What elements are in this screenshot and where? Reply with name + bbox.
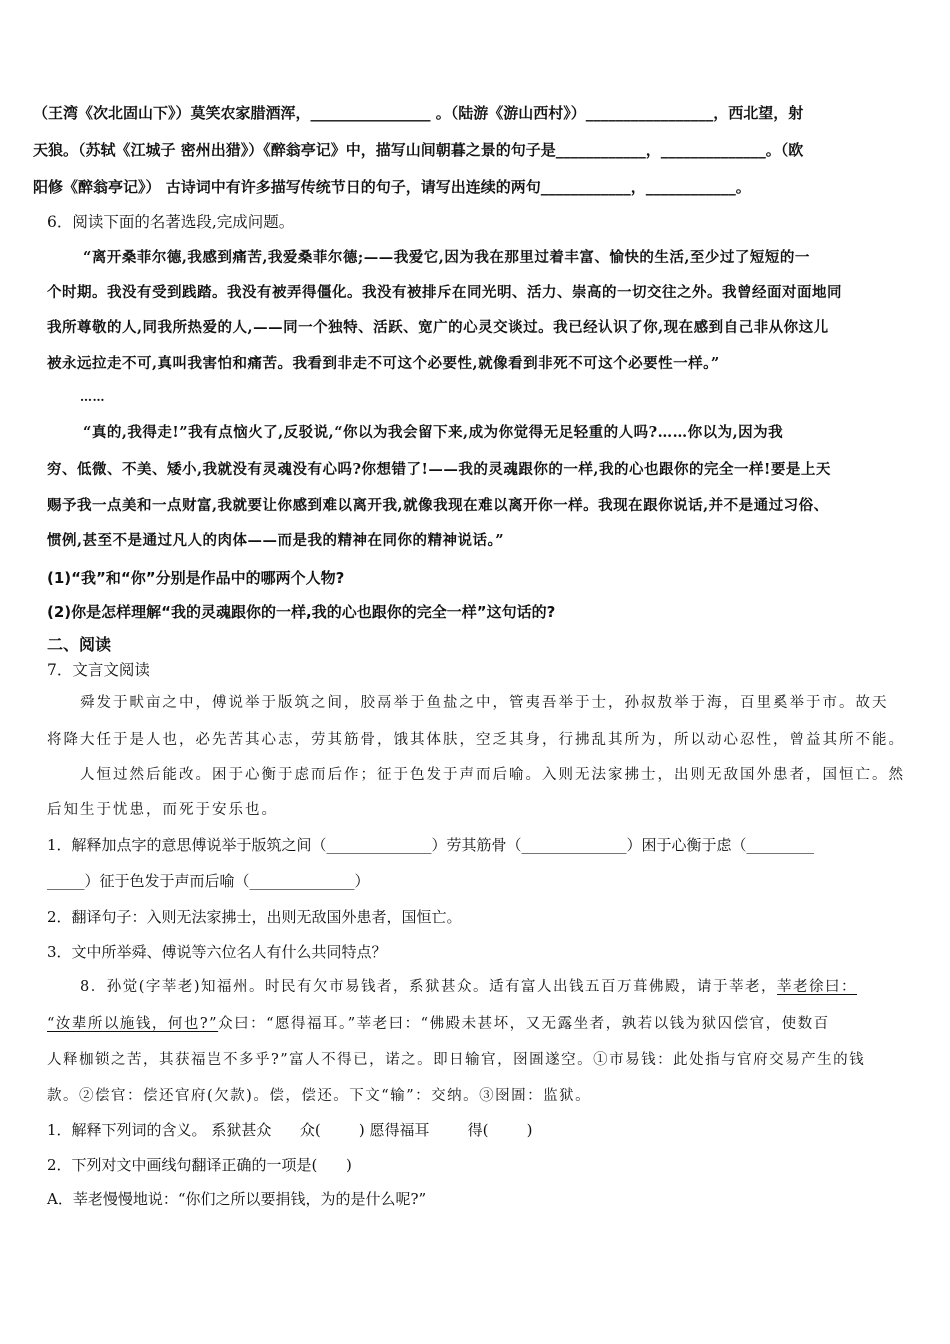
q6-passage1-line: “离开桑菲尔德,我感到痛苦,我爱桑菲尔德;——我爱它,因为我在那里过着丰富、愉快的生活,至少过了短短的一 xyxy=(83,249,810,266)
q8-option-a: A．莘老慢慢地说：“你们之所以要捐钱，为的是什么呢?” xyxy=(47,1190,427,1208)
q7-passage-line: 将降大任于是人也，必先苦其心志，劳其筋骨，饿其体肤，空乏其身，行拂乱其所为，所以动心忍性，曾益其所不能。 xyxy=(47,732,905,748)
q6-passage2-line: 赐予我一点美和一点财富,我就要让你感到难以离开我,就像我现在难以离开你一样。我现在跟你说话,并不是通过习俗、 xyxy=(47,497,829,514)
q6-passage2-line: 惯例,甚至不是通过凡人的肉体——而是我的精神在同你的精神说话。” xyxy=(47,532,505,549)
q5-line-1: （王湾《次北固山下》）莫笑农家腊酒浑，________________ 。（陆游《游山西村》）_________________，西北望，射 xyxy=(33,104,804,122)
q6-passage1-line: 我所尊敬的人,同我所热爱的人,——同一个独特、活跃、宽广的心灵交谈过。我已经认识了你,现在感到自己非从你这儿 xyxy=(47,319,829,336)
q8-underlined-sentence: “汝辈所以施钱，何也?” xyxy=(47,1016,219,1032)
q6-passage1-line: 被永远拉走不可,真叫我害怕和痛苦。我看到非走不可这个必要性,就像看到非死不可这个必要性一样。” xyxy=(47,355,720,372)
q7-passage-line: 后知生于忧患，而死于安乐也。 xyxy=(47,802,278,818)
q5-line-3: 阳修《醉翁亭记》） 古诗词中有许多描写传统节日的句子，请写出连续的两句____________，____________。 xyxy=(33,178,751,196)
q6-passage2-line: “真的,我得走!”我有点恼火了,反驳说,“你以为我会留下来,成为你觉得无足轻重的人吗?……你以为,因为我 xyxy=(83,424,784,441)
q7-passage-line: 人恒过然后能改。困于心衡于虑而后作；征于色发于声而后喻。入则无法家拂士，出则无敌国外患者，国恒亡。然 xyxy=(80,767,905,783)
q6-passage1-line: 个时期。我没有受到践踏。我没有被弄得僵化。我没有被排斥在同光明、活力、崇高的一切交往之外。我曾经面对面地同 xyxy=(47,284,842,301)
q6-passage2-line: 穷、低微、不美、矮小,我就没有灵魂没有心吗?你想错了!——我的灵魂跟你的一样,我的心也跟你的完全一样!要是上天 xyxy=(47,461,831,478)
q8-text: 8．孙觉(字莘老)知福州。时民有欠市易钱者，系狱甚众。适有富人出钱五百万葺佛殿，请于莘老， xyxy=(80,979,778,995)
q8-question-1: 1．解释下列词的含义。 系狱甚众 众( ) 愿得福耳 得( ) xyxy=(47,1121,533,1139)
q8-passage-line-2 xyxy=(47,1014,830,1034)
q6-title: 6．阅读下面的名著选段,完成问题。 xyxy=(47,213,295,231)
q6-question-1: (1)“我”和“你”分别是作品中的哪两个人物? xyxy=(47,569,345,587)
q8-question-2: 2．下列对文中画线句翻译正确的一项是( ) xyxy=(47,1156,352,1174)
q5-line-2: 天狼。（苏轼《江城子 密州出猎》）《醉翁亭记》中，描写山间朝暮之景的句子是____________，______________。（欧 xyxy=(33,141,804,159)
q6-question-2: (2)你是怎样理解“我的灵魂跟你的一样,我的心也跟你的完全一样”这句话的? xyxy=(47,603,556,621)
q8-text: 众曰：“愿得福耳。”莘老曰：“佛殿未甚坏，又无露坐者，孰若以钱为狱囚偿官，使数百 xyxy=(218,1016,830,1032)
q6-ellipsis: …… xyxy=(80,390,105,404)
q7-title: 7．文言文阅读 xyxy=(47,661,150,679)
q8-passage-line-3: 人释枷锁之苦，其获福岂不多乎?”富人不得已，诺之。即日输官，囹圄遂空。①市易钱：此处指与官府交易产生的钱 xyxy=(47,1052,866,1068)
q7-question-2: 2．翻译句子：入则无法家拂士，出则无敌国外患者，国恒亡。 xyxy=(47,908,462,926)
q8-underlined-sentence: 莘老徐曰： xyxy=(777,979,858,995)
q8-passage-line-1 xyxy=(80,977,857,997)
q7-question-3: 3．文中所举舜、傅说等六位名人有什么共同特点？ xyxy=(47,943,387,961)
q8-passage-line-4: 款。②偿官：偿还官府(欠款)。偿，偿还。下文“输”：交纳。③囹圄：监狱。 xyxy=(47,1088,592,1104)
q7-question-1-cont: _____）征于色发于声而后喻（______________） xyxy=(47,872,370,890)
q7-question-1: 1．解释加点字的意思傅说举于版筑之间（______________）劳其筋骨（______________）困于心衡于虑（_________ xyxy=(47,836,815,854)
section-heading: 二、阅读 xyxy=(47,635,112,654)
q7-passage-line: 舜发于畎亩之中，傅说举于版筑之间，胶鬲举于鱼盐之中，管夷吾举于士，孙叔敖举于海，百里奚举于市。故天 xyxy=(80,695,889,711)
